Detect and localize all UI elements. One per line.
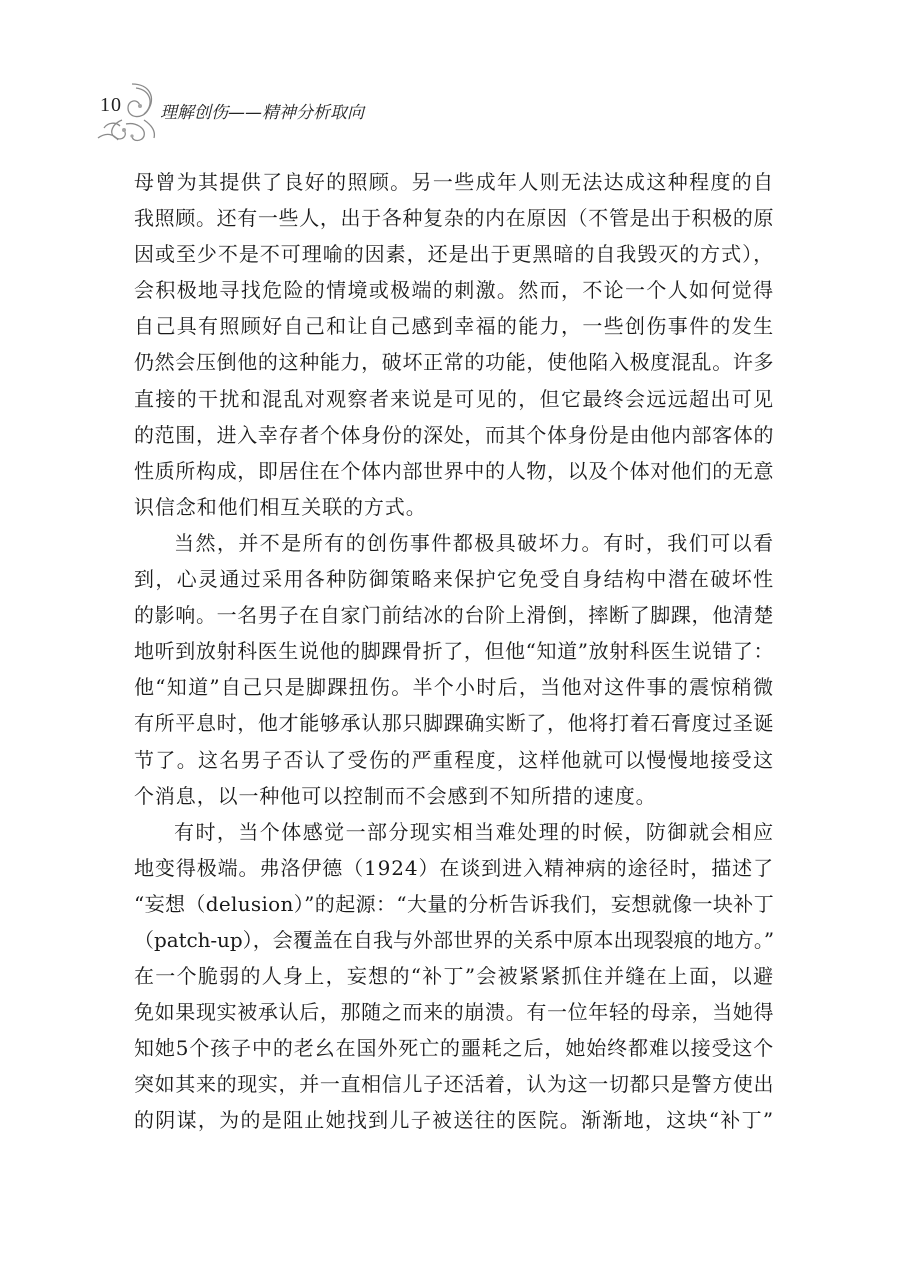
text-line: 地听到放射科医生说他的脚踝骨折了，但他“知道”放射科医生说错了： <box>134 639 774 664</box>
text-line: “妄想（delusion）”的起源：“大量的分析告诉我们，妄想就像一块补丁 <box>134 891 774 916</box>
text-line: 节了。这名男子否认了受伤的严重程度，这样他就可以慢慢地接受这 <box>134 747 774 772</box>
text-line: 他“知道”自己只是脚踝扭伤。半个小时后，当他对这件事的震惊稍微 <box>134 675 774 700</box>
text-line: 地变得极端。弗洛伊德（1924）在谈到进入精神病的途径时，描述了 <box>134 855 774 880</box>
text-line: 的阴谋，为的是阻止她找到儿子被送往的医院。渐渐地，这块“补丁” <box>134 1108 774 1133</box>
text-line: 自己具有照顾好自己和让自己感到幸福的能力，一些创伤事件的发生 <box>134 314 774 339</box>
paragraph <box>134 164 774 525</box>
text-line: 突如其来的现实，并一直相信儿子还活着，认为这一切都只是警方使出 <box>134 1072 774 1097</box>
text-line: 仍然会压倒他的这种能力，破坏正常的功能，使他陷入极度混乱。许多 <box>134 350 774 375</box>
text-line: 当然，并不是所有的创伤事件都极具破坏力。有时，我们可以看 <box>174 530 774 555</box>
text-line: 母曾为其提供了良好的照顾。另一些成年人则无法达成这种程度的自 <box>134 170 774 194</box>
text-line: 识信念和他们相互关联的方式。 <box>134 494 427 519</box>
text-line: 个消息，以一种他可以控制而不会感到不知所措的速度。 <box>134 783 657 808</box>
text-line: 有所平息时，他才能够承认那只脚踝确实断了，他将打着石膏度过圣诞 <box>134 711 774 736</box>
paragraph <box>134 525 774 814</box>
page-header <box>92 80 452 144</box>
text-line: （patch-up），会覆盖在自我与外部世界的关系中原本出现裂痕的地方。” <box>134 927 774 952</box>
running-title: 理解创伤——精神分析取向 <box>160 103 364 123</box>
text-line: 因或至少不是不可理喻的因素，还是出于更黑暗的自我毁灭的方式）， <box>134 242 774 267</box>
text-line: 在一个脆弱的人身上，妄想的“补丁”会被紧紧抓住并缝在上面，以避 <box>134 964 774 989</box>
text-line: 直接的干扰和混乱对观察者来说是可见的，但它最终会远远超出可见 <box>134 386 774 411</box>
text-line: 知她5个孩子中的老幺在国外死亡的噩耗之后，她始终都难以接受这个 <box>134 1036 774 1061</box>
text-line: 我照顾。还有一些人，出于各种复杂的内在原因（不管是出于积极的原 <box>134 206 774 231</box>
text-line: 的范围，进入幸存者个体身份的深处，而其个体身份是由他内部客体的 <box>134 422 774 447</box>
text-line: 的影响。一名男子在自家门前结冰的台阶上滑倒，摔断了脚踝，他清楚 <box>134 603 774 628</box>
page-number: 10 <box>100 94 122 116</box>
text-line: 会积极地寻找危险的情境或极端的刺激。然而，不论一个人如何觉得 <box>134 278 774 303</box>
text-line: 免如果现实被承认后，那随之而来的崩溃。有一位年轻的母亲，当她得 <box>134 1000 774 1025</box>
text-line: 到，心灵通过采用各种防御策略来保护它免受自身结构中潜在破坏性 <box>134 567 774 592</box>
text-line: 有时，当个体感觉一部分现实相当难处理的时候，防御就会相应 <box>174 819 774 844</box>
paragraph <box>134 814 774 1139</box>
body-text <box>134 164 774 1139</box>
text-line: 性质所构成，即居住在个体内部世界中的人物，以及个体对他们的无意 <box>134 458 774 483</box>
